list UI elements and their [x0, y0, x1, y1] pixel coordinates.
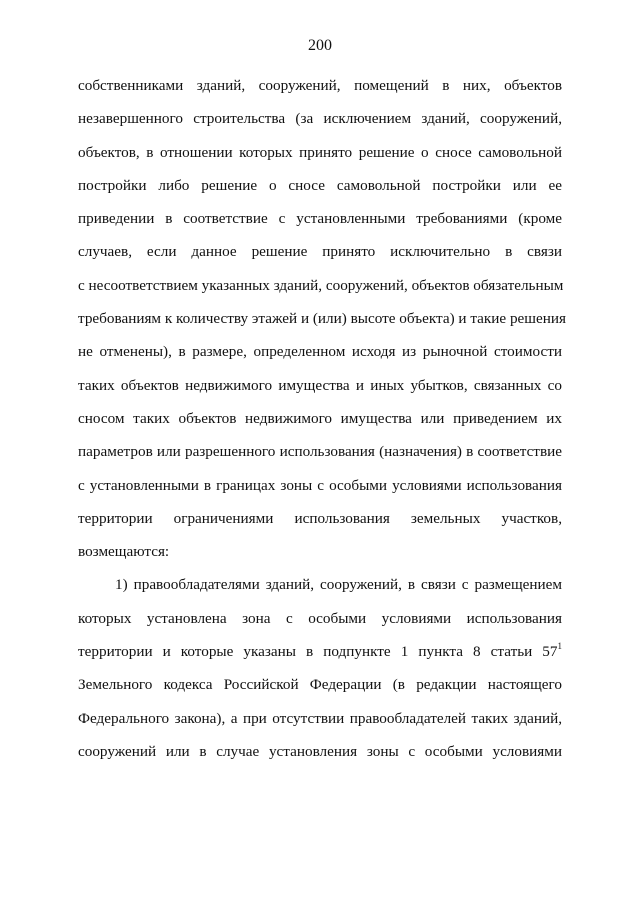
- text-line: сооружений или в случае установления зоны с особыми условиями: [78, 742, 562, 760]
- text-line: с несоответствием указанных зданий, сооружений, объектов обязательным: [78, 276, 564, 294]
- text-line-content: территории и которые указаны в подпункте 1 пункта 8 статьи 57: [78, 643, 558, 661]
- text-line: территории ограничениями использования земельных участков,: [78, 509, 562, 527]
- text-line: с установленными в границах зоны с особыми условиями использования: [78, 476, 562, 494]
- text-line: сносом таких объектов недвижимого имущества или приведением их: [78, 409, 562, 427]
- paragraph-1: [78, 76, 566, 562]
- text-line: приведении в соответствие с установленными требованиями (кроме: [78, 210, 562, 228]
- document-body: [78, 76, 566, 775]
- text-line: которых установлена зона с особыми условиями использования: [78, 609, 562, 627]
- superscript-index: 1: [557, 641, 562, 652]
- text-line: Федерального закона), а при отсутствии правообладателей таких зданий,: [78, 709, 562, 727]
- text-line: возмещаются:: [78, 543, 170, 561]
- text-line: собственниками зданий, сооружений, помещений в них, объектов: [78, 77, 562, 94]
- text-line: незавершенного строительства (за исключением зданий, сооружений,: [78, 110, 562, 128]
- text-line: 1) правообладателями зданий, сооружений, в связи с размещением: [115, 576, 562, 594]
- text-line: требованиям к количеству этажей и (или) высоте объекта) и такие решения: [78, 310, 566, 328]
- text-line: постройки либо решение о сносе самовольной постройки или ее: [78, 176, 562, 194]
- text-line: не отменены), в размере, определенном исходя из рыночной стоимости: [78, 343, 562, 361]
- text-line: случаев, если данное решение принято исключительно в связи: [78, 243, 562, 261]
- page-number: 200: [308, 37, 332, 54]
- text-line: Земельного кодекса Российской Федерации (в редакции настоящего: [78, 676, 562, 694]
- text-line: таких объектов недвижимого имущества и иных убытков, связанных со: [78, 376, 562, 394]
- paragraph-2: [78, 575, 562, 761]
- text-line: параметров или разрешенного использования (назначения) в соответствие: [78, 443, 562, 461]
- text-line-with-footnote: [78, 642, 562, 662]
- text-line: объектов, в отношении которых принято решение о сносе самовольной: [78, 143, 562, 161]
